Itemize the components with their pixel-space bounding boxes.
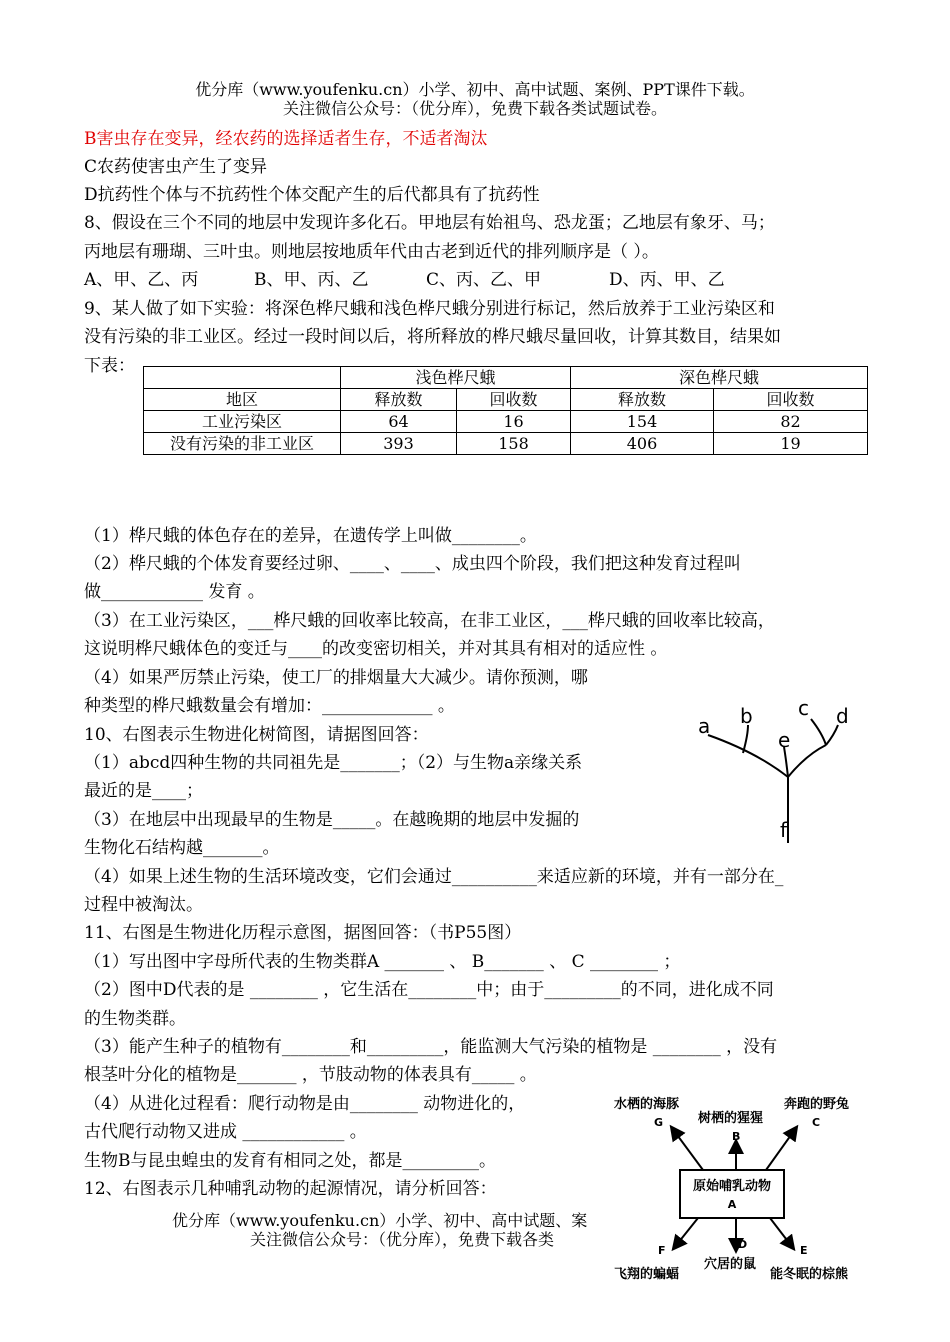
bear-label: 能冬眠的棕熊 xyxy=(770,1267,849,1282)
tree-label-b: b xyxy=(740,704,753,728)
footer-line-2: 关注微信公众号：（优分库），免费下载各类 xyxy=(250,1230,555,1249)
table-row xyxy=(144,411,868,433)
tree-label-f: f xyxy=(780,818,788,842)
letter-d: D xyxy=(738,1238,748,1251)
q9-sub-3b: 这说明桦尺蛾体色的变迁与____的改变密切相关，并对其具有相对的适应性 。 xyxy=(84,639,668,659)
table-header-row xyxy=(144,367,868,389)
value-cell: 158 xyxy=(457,433,571,455)
q9-sub-2b: 做____________ 发育 。 xyxy=(84,582,265,602)
value-cell: 406 xyxy=(571,433,714,455)
dark-moth-header: 深色桦尺蛾 xyxy=(571,367,868,389)
table-subheader-row xyxy=(144,389,868,411)
dark-release-header: 释放数 xyxy=(571,389,714,411)
value-cell: 64 xyxy=(341,411,457,433)
table-corner-cell xyxy=(144,367,341,389)
letter-e: E xyxy=(800,1244,808,1257)
letter-f: F xyxy=(658,1244,666,1257)
tree-label-a: a xyxy=(698,714,711,738)
q7-option-c: C农药使害虫产生了变异 xyxy=(84,157,268,177)
q11-sub-5: 生物B与昆虫蝗虫的发育有相同之处，都是_________。 xyxy=(84,1151,496,1171)
q11-sub-1: （1）写出图中字母所代表的生物类群A _______ 、 B_______ 、 C ________ ； xyxy=(84,952,681,972)
dark-recapture-header: 回收数 xyxy=(714,389,868,411)
mouse-label: 穴居的鼠 xyxy=(704,1257,757,1272)
header-line-1: 优分库（www.youfenku.cn）小学、初中、高中试题、案例、PPT课件下载。 xyxy=(195,80,755,99)
q9-stem-1: 9、某人做了如下实验：将深色桦尺蛾和浅色桦尺蛾分别进行标记，然后放养于工业污染区和 xyxy=(84,299,775,319)
dolphin-label: 水栖的海豚 xyxy=(614,1097,680,1112)
tree-label-e: e xyxy=(778,728,791,752)
bat-label: 飞翔的蝙蝠 xyxy=(614,1267,680,1282)
q11-sub-2b: 的生物类群。 xyxy=(84,1009,186,1029)
origin-name: 原始哺乳动物 xyxy=(692,1179,772,1194)
q9-sub-3a: （3）在工业污染区，___桦尺蛾的回收率比较高，在非工业区，___桦尺蛾的回收率比较高， xyxy=(84,611,775,631)
region-cell: 没有污染的非工业区 xyxy=(144,433,341,455)
q10-sub-4b: 过程中被淘汰。 xyxy=(84,895,203,915)
footer-line-1: 优分库（www.youfenku.cn）小学、初中、高中试题、案 xyxy=(172,1211,588,1230)
q11-sub-2a: （2）图中D代表的是 ________ ，它生活在________中；由于_________的不同，进化成不同 xyxy=(84,980,774,1000)
header-line-2: 关注微信公众号：（优分库），免费下载各类试题试卷。 xyxy=(282,99,667,118)
value-cell: 154 xyxy=(571,411,714,433)
hare-label: 奔跑的野兔 xyxy=(784,1097,850,1112)
q9-sub-4a: （4）如果严厉禁止污染，使工厂的排烟量大大减少。请你预测，哪 xyxy=(84,668,588,688)
q8-option-a: A、甲、乙、丙 xyxy=(84,270,199,290)
q9-sub-1: （1）桦尺蛾的体色存在的差异，在遗传学上叫做________。 xyxy=(84,526,537,546)
letter-c: C xyxy=(812,1116,821,1129)
q8-option-c: C、丙、乙、甲 xyxy=(426,270,542,290)
q11-title: 11、右图是生物进化历程示意图，据图回答：（书P55图） xyxy=(84,923,522,943)
light-recapture-header: 回收数 xyxy=(457,389,571,411)
q11-sub-4a: （4）从进化过程看：爬行动物是由________ 动物进化的， xyxy=(84,1094,526,1114)
q10-sub-3b: 生物化石结构越_______。 xyxy=(84,838,280,858)
q10-sub-4a: （4）如果上述生物的生活环境改变，它们会通过__________来适应新的环境，并有一部分在_ xyxy=(84,867,784,887)
q8-option-b: B、甲、丙、乙 xyxy=(254,270,369,290)
value-cell: 16 xyxy=(457,411,571,433)
q10-sub-1b: 最近的是____； xyxy=(84,781,203,801)
moth-data-table xyxy=(143,366,868,455)
q10-sub-3a: （3）在地层中出现最早的生物是_____。在越晚期的地层中发掘的 xyxy=(84,810,580,830)
q9-stem-3: 下表： xyxy=(84,356,135,376)
q7-option-b: B害虫存在变异，经农药的选择适者生存，不适者淘汰 xyxy=(84,129,488,149)
region-cell: 工业污染区 xyxy=(144,411,341,433)
tree-label-c: c xyxy=(798,697,809,720)
tree-label-d: d xyxy=(836,704,849,728)
q10-sub-1a: （1）abcd四种生物的共同祖先是_______；（2）与生物a亲缘关系 xyxy=(84,753,583,773)
value-cell: 82 xyxy=(714,411,868,433)
table-row xyxy=(144,433,868,455)
orangutan-label: 树栖的猩猩 xyxy=(698,1111,764,1126)
letter-g: G xyxy=(654,1116,664,1129)
q8-option-d: D、丙、甲、乙 xyxy=(609,270,725,290)
letter-b: B xyxy=(732,1130,741,1143)
q8-stem-2: 丙地层有珊瑚、三叶虫。则地层按地质年代由古老到近代的排列顺序是（ ）。 xyxy=(84,242,659,262)
q9-stem-2: 没有污染的非工业区。经过一段时间以后，将所释放的桦尺蛾尽量回收，计算其数目，结果如 xyxy=(84,327,781,347)
q12-title: 12、右图表示几种哺乳动物的起源情况，请分析回答： xyxy=(84,1179,497,1199)
light-release-header: 释放数 xyxy=(341,389,457,411)
origin-letter: A xyxy=(727,1198,737,1211)
q11-sub-3a: （3）能产生种子的植物有________和_________，能监测大气污染的植物是 ________ ，没有 xyxy=(84,1037,778,1057)
q11-sub-4b: 古代爬行动物又进成 ____________ 。 xyxy=(84,1122,367,1142)
light-moth-header: 浅色桦尺蛾 xyxy=(341,367,571,389)
q7-option-d: D抗药性个体与不抗药性个体交配产生的后代都具有了抗药性 xyxy=(84,185,540,205)
q11-sub-3b: 根茎叶分化的植物是_______ ，节肢动物的体表具有_____ 。 xyxy=(84,1065,537,1085)
q9-sub-2a: （2）桦尺蛾的个体发育要经过卵、____、____、成虫四个阶段，我们把这种发育过程叫 xyxy=(84,554,741,574)
value-cell: 393 xyxy=(341,433,457,455)
region-header: 地区 xyxy=(144,389,341,411)
mammal-origin-diagram xyxy=(608,1090,868,1285)
q9-sub-4b: 种类型的桦尺蛾数量会有增加：_____________ 。 xyxy=(84,696,455,716)
q8-stem-1: 8、假设在三个不同的地层中发现许多化石。甲地层有始祖鸟、恐龙蛋；乙地层有象牙、马； xyxy=(84,213,775,233)
q10-title: 10、右图表示生物进化树简图，请据图回答： xyxy=(84,725,429,745)
evolution-tree-diagram xyxy=(696,697,866,847)
value-cell: 19 xyxy=(714,433,868,455)
